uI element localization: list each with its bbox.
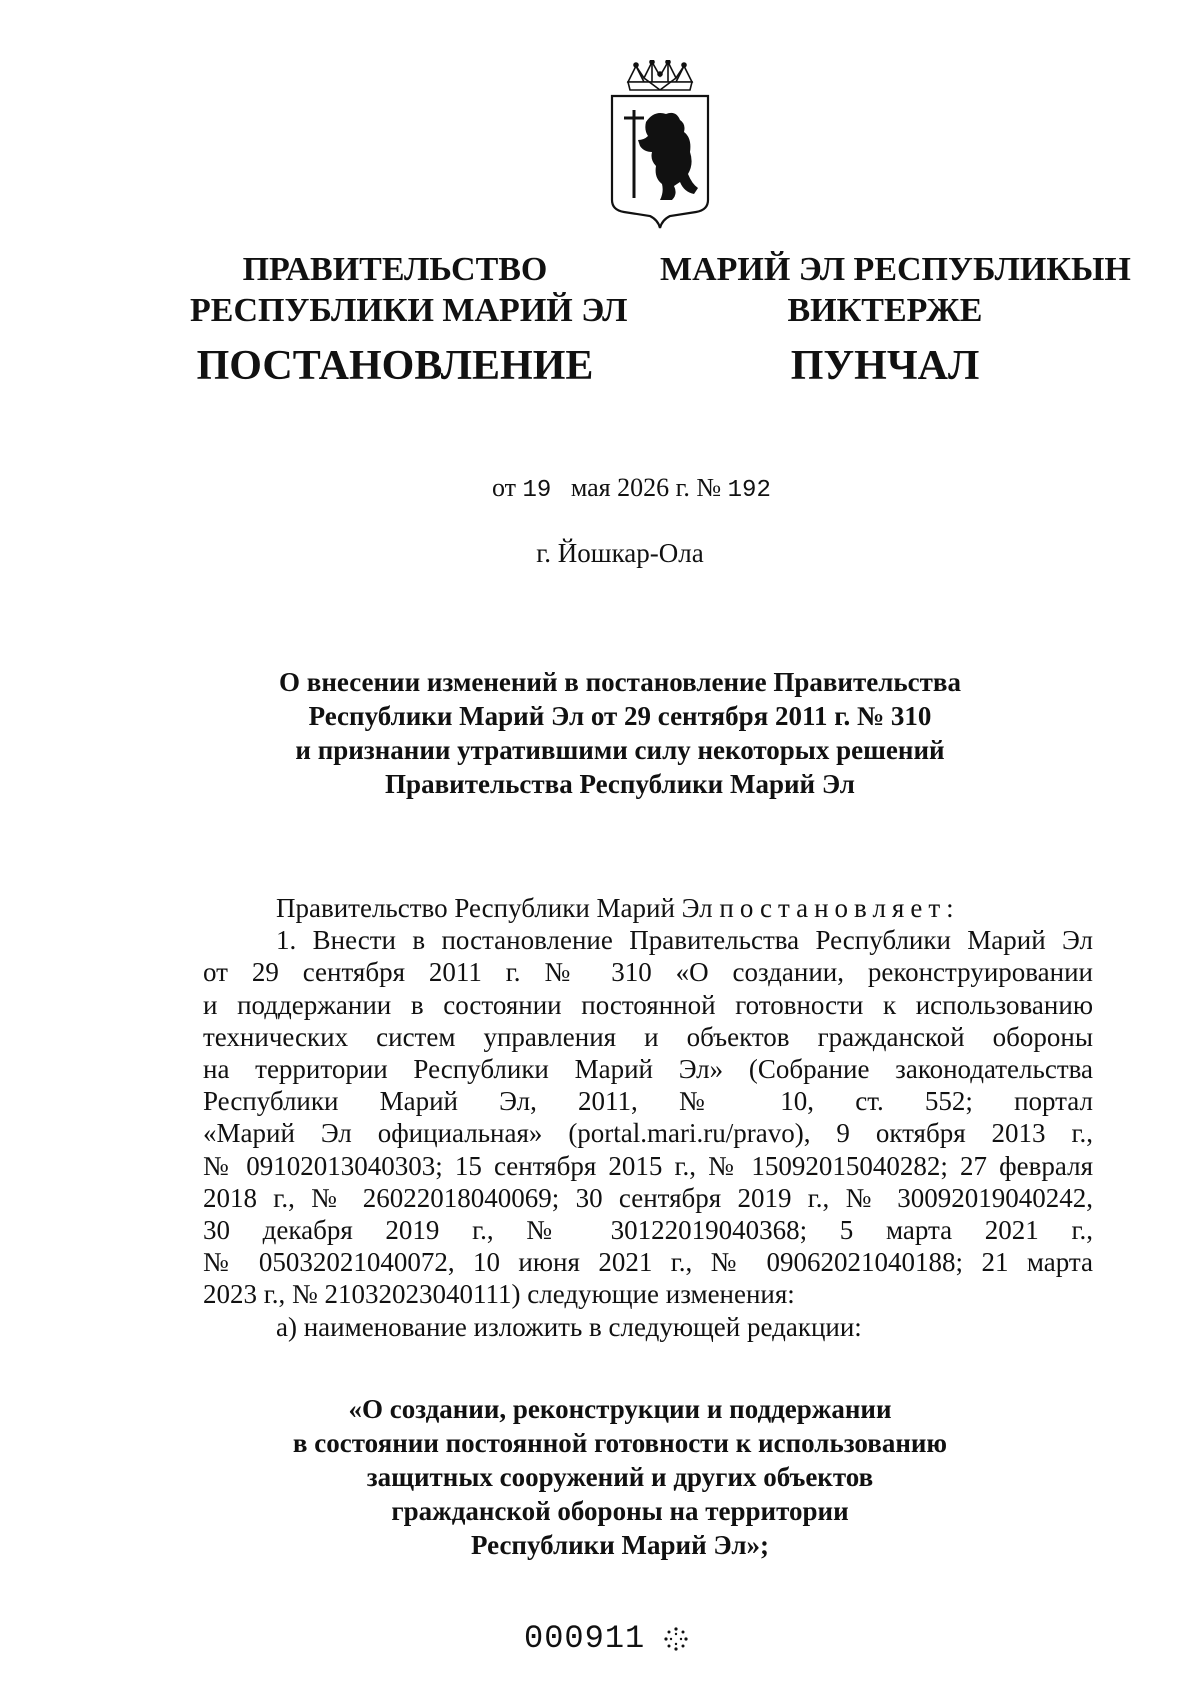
- paragraph-line: технических систем управления и объектов гражданской обороны: [203, 1021, 1093, 1052]
- document-type-ru: ПОСТАНОВЛЕНИЕ: [196, 343, 594, 389]
- new-title-quote: [0, 1392, 1200, 1562]
- intro-prefix: Правительство Республики Марий Эл: [276, 893, 713, 923]
- paragraph-line: 2018 г., № 26022018040069; 30 сентября 2019 г., № 30092019040242,: [203, 1182, 1093, 1213]
- org-name-mari-line2: ВИКТЕРЖЕ: [787, 292, 983, 329]
- document-type-mari: ПУНЧАЛ: [790, 343, 980, 389]
- form-serial-number: 000911: [524, 1620, 646, 1657]
- paragraph-line: № 09102013040303; 15 сентября 2015 г., № 15092015040282; 27 февраля: [203, 1150, 1093, 1181]
- quote-line: в состоянии постоянной готовности к использованию: [292, 1428, 948, 1458]
- title-line: Республики Марий Эл от 29 сентября 2011 г. № 310: [308, 701, 932, 731]
- paragraph-line: «Марий Эл официальная» (portal.mari.ru/pravo), 9 октября 2013 г.,: [203, 1118, 1093, 1149]
- quote-line: гражданской обороны на территории: [391, 1496, 849, 1526]
- crown-icon: [628, 60, 692, 90]
- title-line: Правительства Республики Марий Эл: [385, 769, 855, 799]
- date-line: [492, 473, 771, 504]
- paragraph-line: и поддержании в состоянии постоянной готовности к использованию: [203, 989, 1093, 1020]
- quote-line: защитных сооружений и других объектов: [366, 1462, 874, 1492]
- document-body: [203, 892, 1093, 1343]
- coat-of-arms-emblem: [600, 60, 720, 232]
- date-month-year: мая 2026 г. №: [570, 473, 722, 502]
- paragraph-line-last: 2023 г., № 21032023040111) следующие изменения:: [203, 1279, 795, 1310]
- snowflake-icon: [663, 1626, 689, 1652]
- paragraph-line: № 05032021040072, 10 июня 2021 г., № 09062021040188; 21 марта: [203, 1247, 1093, 1278]
- paragraph-line: Республики Марий Эл, 2011, № 10, ст. 552; портал: [203, 1086, 1093, 1117]
- city-name: г. Йошкар-Ола: [536, 538, 704, 568]
- intro-line: [203, 892, 1093, 924]
- intro-decree-word: постановляет:: [719, 893, 960, 923]
- paragraph-line: 30 декабря 2019 г., № 30122019040368; 5 марта 2021 г.,: [203, 1215, 1093, 1246]
- date-day: 19: [522, 477, 552, 504]
- title-line: О внесении изменений в постановление Правительства: [279, 667, 961, 697]
- paragraph-line: 1. Внести в постановление Правительства Республики Марий Эл: [276, 925, 1093, 956]
- title-line: и признании утратившими силу некоторых решений: [295, 735, 945, 765]
- quote-line: «О создании, реконструкции и поддержании: [348, 1394, 892, 1424]
- document-number: 192: [727, 477, 771, 504]
- date-prefix: от: [492, 473, 517, 502]
- document-title: [0, 665, 1200, 801]
- subitem-a: а) наименование изложить в следующей редакции:: [276, 1311, 862, 1342]
- org-name-mari-line1: МАРИЙ ЭЛ РЕСПУБЛИКЫН: [660, 251, 1131, 288]
- org-name-ru-line2: РЕСПУБЛИКИ МАРИЙ ЭЛ: [190, 292, 628, 329]
- quote-line: Республики Марий Эл»;: [471, 1530, 769, 1560]
- org-name-ru-line1: ПРАВИТЕЛЬСТВО: [242, 251, 548, 288]
- paragraph-line: от 29 сентября 2011 г. № 310 «О создании, реконструировании: [203, 957, 1093, 988]
- paragraph-line: на территории Республики Марий Эл» (Собрание законодательства: [203, 1054, 1093, 1085]
